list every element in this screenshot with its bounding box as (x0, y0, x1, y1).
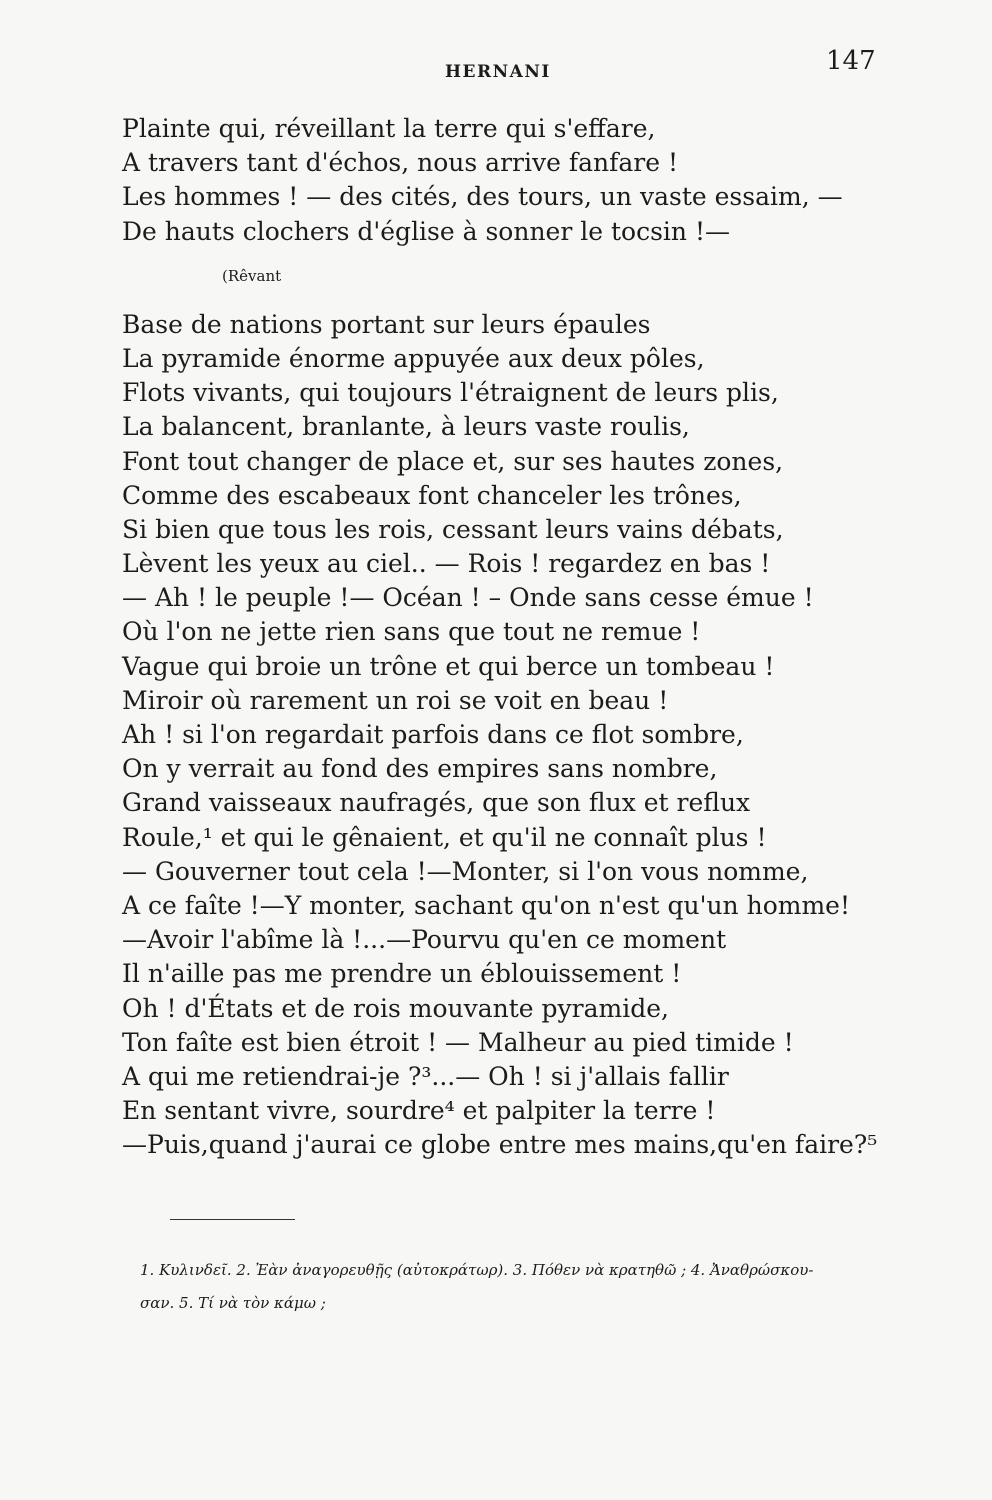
footnote-rule (170, 1219, 295, 1220)
verse-line: Miroir où rarement un roi se voit en beau ! (122, 685, 669, 715)
verse-line: Vague qui broie un trône et qui berce un tombeau ! (122, 651, 775, 681)
verse-line: Où l'on ne jette rien sans que tout ne remue ! (122, 617, 701, 647)
verse-line: On y verrait au fond des empires sans nombre, (122, 754, 718, 784)
verse-line: A travers tant d'échos, nous arrive fanfare ! (122, 148, 678, 178)
footnote-line: 1. Κυλινδεῖ. 2. Ἐὰν ἀναγορευθῇς (αὐτοκράτωρ). 3. Πόθεν νὰ κρατηθῶ ; 4. Ἀναθρώσκου- (140, 1261, 814, 1279)
verse-line: A ce faîte !—Y monter, sachant qu'on n'est qu'un homme! (122, 890, 851, 920)
verse-line: — Gouverner tout cela !—Monter, si l'on vous nomme, (122, 856, 809, 886)
verse-line: La balancent, branlante, à leurs vaste roulis, (122, 412, 690, 442)
verse-line: Roule,¹ et qui le gênaient, et qu'il ne connaît plus ! (122, 822, 767, 852)
verse-line: Si bien que tous les rois, cessant leurs vains débats, (122, 514, 784, 544)
verse-line: Plainte qui, réveillant la terre qui s'effare, (122, 114, 656, 143)
verse-line: Ton faîte est bien étroit ! — Malheur au pied timide ! (122, 1027, 794, 1057)
verse-line: Il n'aille pas me prendre un éblouissement ! (122, 959, 682, 989)
footnotes (140, 1254, 880, 1320)
verse-line: Lèvent les yeux au ciel.. — Rois ! regardez en bas ! (122, 549, 771, 579)
verse-line: Base de nations portant sur leurs épaules (122, 309, 651, 339)
verse-line: — Ah ! le peuple !— Océan ! – Onde sans cesse émue ! (122, 583, 814, 613)
verse-line: Comme des escabeaux font chanceler les trônes, (122, 480, 742, 510)
verse-line: Oh ! d'États et de rois mouvante pyramide, (122, 993, 669, 1023)
verse-line: —Puis,quand j'aurai ce globe entre mes mains,qu'en faire?⁵ (122, 1130, 878, 1160)
verse-line: De hauts clochers d'église à sonner le tocsin !— (122, 216, 731, 246)
stage-direction: (Rêvant (222, 266, 282, 285)
verse-line: La pyramide énorme appuyée aux deux pôles, (122, 343, 705, 373)
running-title: HERNANI (445, 62, 551, 82)
verse-line: Les hommes ! — des cités, des tours, un vaste essaim, — (122, 182, 843, 212)
verse-block (122, 112, 882, 1162)
verse-line: Flots vivants, qui toujours l'étraignent de leurs plis, (122, 378, 779, 408)
verse-line: Grand vaisseaux naufragés, que son flux et reflux (122, 788, 751, 818)
verse-line: Font tout changer de place et, sur ses hautes zones, (122, 446, 784, 476)
page-number: 147 (826, 46, 876, 76)
verse-line: —Avoir l'abîme là !...—Pourvu qu'en ce moment (122, 925, 727, 955)
verse-line: Ah ! si l'on regardait parfois dans ce flot sombre, (122, 720, 744, 749)
verse-line: A qui me retiendrai-je ?³...— Oh ! si j'allais fallir (122, 1061, 729, 1091)
footnote-line: σαν. 5. Τί νὰ τὸν κάμω ; (140, 1294, 326, 1312)
verse-line: En sentant vivre, sourdre⁴ et palpiter la terre ! (122, 1096, 716, 1126)
